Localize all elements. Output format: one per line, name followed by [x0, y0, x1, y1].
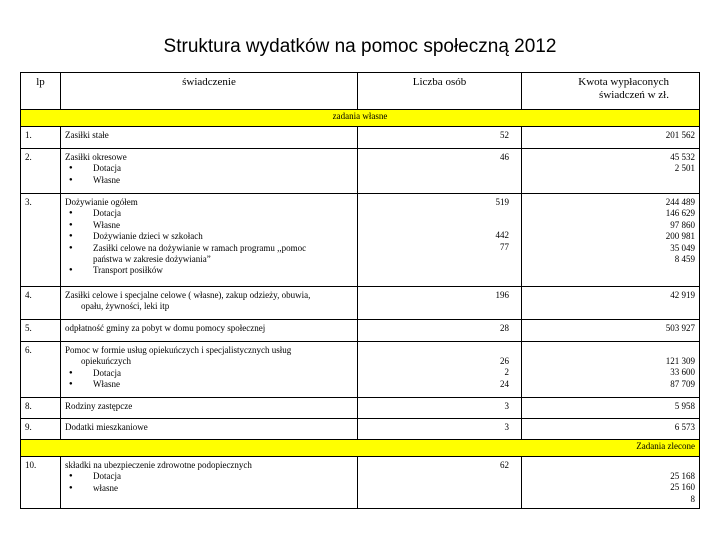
bullet-item: ● Dotacja	[65, 208, 353, 219]
expenditure-table	[20, 72, 700, 509]
bullet-item: ● Dotacja	[65, 163, 353, 174]
row-name: odpłatność gminy za pobyt w domu pomocy społecznej	[61, 320, 358, 342]
row-name: Rodziny zastępcze	[61, 398, 358, 419]
row-count-cell	[358, 194, 522, 287]
row-name: Dożywianie ogółem	[65, 197, 138, 207]
header-liczba-osob: Liczba osób	[358, 73, 522, 110]
row-amount-cell	[522, 149, 700, 194]
bullet-item: ● własne	[65, 483, 353, 494]
row-count: 196	[358, 287, 522, 320]
bullet-item: ● Transport posiłków	[65, 265, 353, 276]
row-name: Pomoc w formie usług opiekuńczych i specjalistycznych usług	[65, 345, 292, 355]
row-amount: 2 501	[674, 163, 695, 174]
row-amount: 45 532	[670, 152, 695, 162]
bullet-item	[65, 243, 353, 266]
row-count: 62	[358, 457, 522, 509]
row-name: Zasiłki okresowe	[65, 152, 127, 162]
table-row	[21, 149, 700, 194]
table-row	[21, 320, 700, 342]
row-name: Zasiłki celowe i specjalne celowe ( własne), zakup odzieży, obuwia,	[65, 290, 311, 300]
row-amount: 33 600	[670, 367, 695, 378]
row-lp: 10.	[21, 457, 61, 509]
row-count: 519	[495, 197, 509, 207]
bullet-list	[65, 368, 353, 391]
bullet-list	[65, 208, 353, 276]
row-amount: 244 489	[665, 197, 695, 207]
row-amount-cell	[522, 457, 700, 509]
row-amount: 25 168	[670, 471, 695, 481]
bullet-item: ● Własne	[65, 379, 353, 390]
bullet-text-continued: państwa w zakresie dożywiania”	[93, 254, 211, 265]
row-name-cell	[61, 149, 358, 194]
bullet-text: Zasiłki celowe na dożywianie w ramach programu ,,pomoc	[93, 242, 307, 253]
row-amount: 146 629	[665, 208, 695, 219]
row-count: 77	[500, 241, 509, 252]
section-row-zlecone	[21, 440, 700, 457]
row-name-cell	[61, 342, 358, 398]
row-count-cell	[358, 342, 522, 398]
table-row	[21, 287, 700, 320]
row-count: 46	[358, 149, 522, 194]
bullet-item: ● Dotacja	[65, 471, 353, 482]
header-kwota	[522, 73, 700, 110]
row-name-continued: opału, żywności, leki itp	[81, 301, 170, 312]
row-count: 3	[358, 419, 522, 440]
row-name-continued: opiekuńczych	[81, 356, 131, 367]
row-name: Zasiłki stałe	[61, 127, 358, 149]
row-name-cell	[61, 287, 358, 320]
row-amount: 97 860	[670, 219, 695, 230]
row-amount: 5 958	[522, 398, 700, 419]
row-amount: 25 160	[670, 482, 695, 493]
row-lp: 9.	[21, 419, 61, 440]
section-label-zlecone: Zadania zlecone	[21, 440, 700, 457]
row-amount: 8	[690, 493, 695, 504]
row-lp: 5.	[21, 320, 61, 342]
table-row	[21, 127, 700, 149]
section-row-wlasne	[21, 110, 700, 127]
row-amount: 121 309	[665, 356, 695, 366]
table-row	[21, 419, 700, 440]
row-amount: 35 049	[670, 242, 695, 253]
bullet-item: ● Dotacja	[65, 368, 353, 379]
bullet-list	[65, 471, 353, 494]
row-lp: 6.	[21, 342, 61, 398]
row-amount: 201 562	[522, 127, 700, 149]
row-amount: 6 573	[522, 419, 700, 440]
row-lp: 1.	[21, 127, 61, 149]
row-name-cell	[61, 194, 358, 287]
page-title: Struktura wydatków na pomoc społeczną 2012	[163, 36, 557, 57]
row-count: 442	[495, 230, 509, 241]
row-name-cell	[61, 457, 358, 509]
table-row	[21, 342, 700, 398]
table-row	[21, 398, 700, 419]
row-amount: 503 927	[522, 320, 700, 342]
table-row	[21, 457, 700, 509]
row-lp: 2.	[21, 149, 61, 194]
bullet-item: ● Dożywianie dzieci w szkołach	[65, 231, 353, 242]
header-row	[21, 73, 700, 110]
row-count: 28	[358, 320, 522, 342]
row-amount-cell	[522, 342, 700, 398]
row-amount: 8 459	[674, 254, 695, 265]
header-kwota-line1: Kwota wypłaconych	[578, 76, 669, 88]
row-lp: 8.	[21, 398, 61, 419]
row-count: 26	[500, 356, 509, 366]
row-amount-cell	[522, 194, 700, 287]
row-count: 2	[504, 367, 509, 378]
bullet-item: ● Własne	[65, 220, 353, 231]
section-label-wlasne: zadania własne	[21, 110, 700, 127]
row-count: 52	[358, 127, 522, 149]
bullet-item: ● Własne	[65, 175, 353, 186]
header-swiadczenie: świadczenie	[61, 73, 358, 110]
header-lp: lp	[21, 73, 61, 110]
row-amount: 42 919	[522, 287, 700, 320]
row-count: 24	[500, 378, 509, 389]
row-lp: 3.	[21, 194, 61, 287]
bullet-list	[65, 163, 353, 186]
header-kwota-line2: świadczeń w zł.	[599, 89, 669, 101]
row-name: składki na ubezpieczenie zdrowotne podopiecznych	[65, 460, 252, 470]
row-amount: 87 709	[670, 378, 695, 389]
row-lp: 4.	[21, 287, 61, 320]
row-count: 3	[358, 398, 522, 419]
row-name: Dodatki mieszkaniowe	[61, 419, 358, 440]
table-row	[21, 194, 700, 287]
row-amount: 200 981	[665, 231, 695, 242]
